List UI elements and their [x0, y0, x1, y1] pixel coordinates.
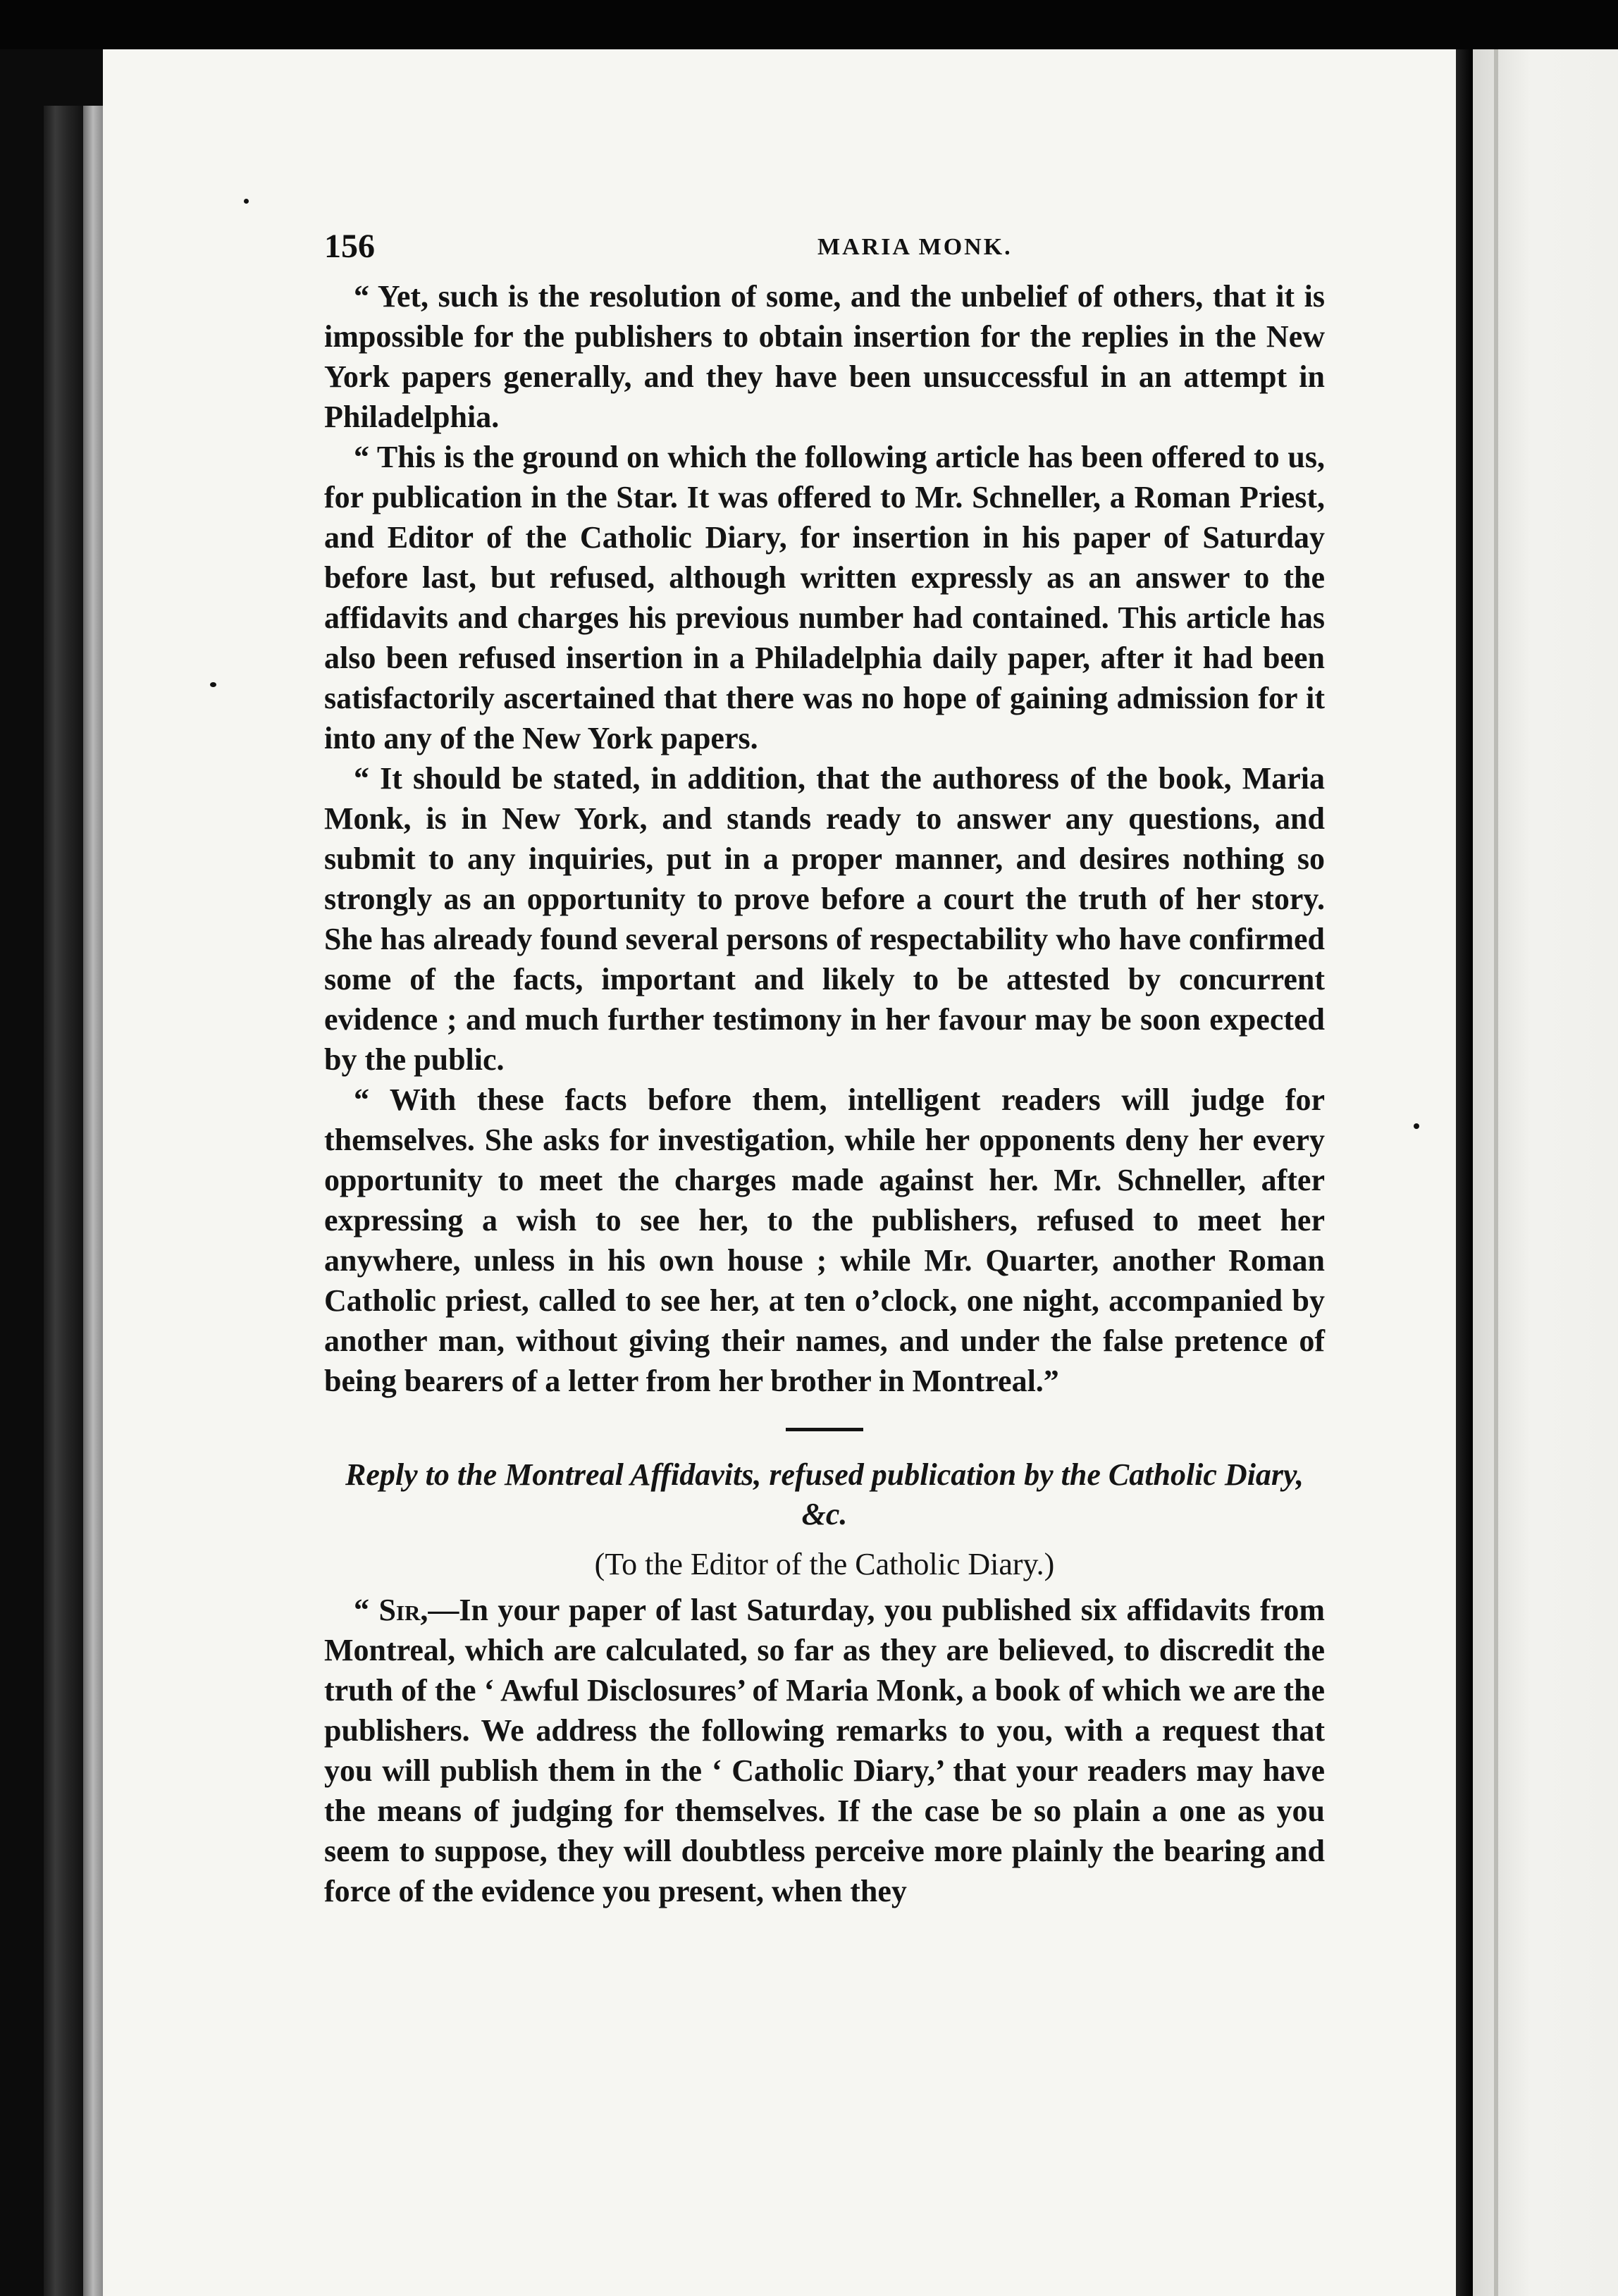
ink-speck: [1414, 1123, 1419, 1129]
letter-address: (To the Editor of the Catholic Diary.): [594, 1547, 1055, 1581]
book-gutter: [1456, 49, 1473, 2296]
book-spine-left: [44, 106, 83, 2296]
letter-salutation: “ Sir,: [354, 1593, 428, 1627]
book-spine-edge: [83, 106, 103, 2296]
paragraph: “ This is the ground on which the following article has been offered to us, for publication in the Star. It was offered to Mr. Schneller, a Roman Priest, and Editor of the Catholic Diary, for insertion in his paper of Saturday before last, but refused, although written expressly as an answer to the affidavits and charges his previous number had contained. This article has also been refused insertion in a Philadelphia daily paper, after it had been satisfactorily ascertained that there was no hope of gaining admission for it into any of the New York papers.: [324, 440, 1325, 755]
facing-page-fold: [1494, 49, 1498, 2296]
letter-text: —In your paper of last Saturday, you published six affidavits from Montreal, which are calculated, so far as they are believed, to discredit the truth of the ‘ Awful Disclosures’ of Maria Monk, a book of which we are the publishers. We address the following remarks to you, with a request that you will publish them in the ‘ Catholic Diary,’ that your readers may have the means of judging for themselves. If the case be so plain a one as you seem to suppose, they will doubtless perceive more plainly the bearing and force of the evidence you present, when they: [324, 1593, 1325, 1908]
running-head: MARIA MONK.: [817, 234, 1013, 260]
section-heading: Reply to the Montreal Affidavits, refused publication by the Catholic Diary, &c.: [345, 1457, 1304, 1531]
paragraph: “ With these facts before them, intelligent readers will judge for themselves. She asks for investigation, while her opponents deny her every opportunity to meet the charges made against her. Mr. Schneller, after expressing a wish to see her, to the publishers, refused to meet her anywhere, unless in his own house ; while Mr. Quarter, another Roman Catholic priest, called to see her, at ten o’clock, one night, accompanied by another man, without giving their names, and under the false pretence of being bearers of a letter from her brother in Montreal.”: [324, 1082, 1325, 1398]
paragraph: “ Yet, such is the resolution of some, and the unbelief of others, that it is impossible for the publishers to obtain insertion for the replies in the New York papers generally, and they have been unsuccessful in an attempt in Philadelphia.: [324, 279, 1325, 434]
page-number: 156: [324, 228, 375, 265]
section-divider: [786, 1428, 863, 1431]
ink-speck: [210, 682, 216, 687]
page-body: [324, 276, 1325, 1911]
ink-speck: [244, 199, 249, 204]
scanner-frame-top: [0, 0, 1618, 49]
letter-paragraph: [324, 1590, 1325, 1911]
page-header: [218, 227, 1346, 269]
paragraph: “ It should be stated, in addition, that the authoress of the book, Maria Monk, is in New York, and stands ready to answer any questions, and submit to any inquiries, put in a proper manner, and desires nothing so strongly as an opportunity to prove before a court the truth of her story. She has already found several persons of respectability who have confirmed some of the facts, important and likely to be attested by concurrent evidence ; and much further testimony in her favour may be soon expected by the public.: [324, 761, 1325, 1077]
